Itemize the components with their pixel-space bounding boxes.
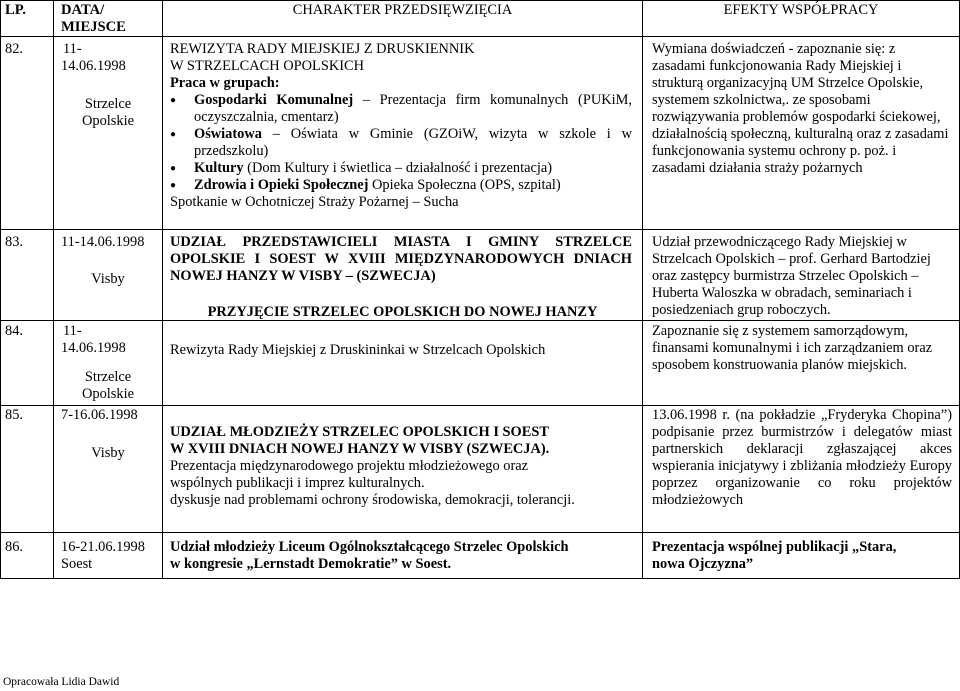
col-left-border	[0, 0, 1, 579]
row-86-effects-line2: nowa Ojczyzna”	[652, 556, 754, 572]
table-top-border	[0, 0, 960, 1]
row-86-date	[61, 539, 145, 573]
row-86-date-line1: 16-21.06.1998	[61, 539, 145, 555]
row-82-groups-label: Praca w grupach:	[170, 75, 280, 91]
header-date-line2: MIEJSCE	[61, 19, 126, 35]
row-84-date-line2: 14.06.1998	[61, 340, 126, 356]
row-83-lp: 83.	[5, 234, 23, 250]
row-83-subtitle: PRZYJĘCIE STRZELEC OPOLSKICH DO NOWEJ HANZY	[207, 304, 598, 320]
list-item	[170, 126, 632, 160]
group-desc: – Oświata w Gminie (GZOiW, wizyta w szkole i w przedszkolu)	[194, 126, 632, 159]
row-85-lp: 85.	[5, 407, 23, 423]
row-84-date-line1: 11-	[63, 323, 82, 339]
group-desc: Opieka Społeczna (OPS, szpital)	[368, 177, 561, 193]
row-84-bottom-border	[0, 405, 960, 406]
row-83-place: Visby	[91, 271, 125, 287]
row-82-date-line2: 14.06.1998	[61, 58, 126, 74]
row-82-title-line2: W STRZELCACH OPOLSKICH	[170, 58, 365, 74]
header-date-place	[61, 2, 126, 36]
row-82-groups-list	[170, 92, 632, 194]
row-82-place-line1: Strzelce	[84, 96, 132, 112]
header-lp: LP.	[5, 2, 26, 18]
row-82-place	[54, 96, 162, 130]
row-85-title-line1: UDZIAŁ MŁODZIEŻY STRZELEC OPOLSKICH I SOEST	[170, 424, 549, 440]
row-85-place: Visby	[91, 445, 125, 461]
group-name: Kultury	[194, 160, 244, 176]
header-date-line1: DATA/	[61, 2, 105, 18]
header-effects: EFEKTY WSPÓŁPRACY	[723, 2, 879, 18]
row-83-title: UDZIAŁ PRZEDSTAWICIELI MIASTA I GMINY STRZELCE OPOLSKIE I SOEST W XVIII MIĘDZYNARODOWYCH DNIACH NOWEJ HANZY W VISBY – (SZWECJA)	[170, 234, 632, 284]
row-82-lp: 82.	[5, 41, 23, 57]
row-84-title: Rewizyta Rady Miejskiej z Druskininkai w Strzelcach Opolskich	[170, 342, 546, 358]
row-86-title-line1: Udział młodzieży Liceum Ogólnokształcącego Strzelec Opolskich	[170, 539, 569, 555]
row-82-place-line2: Opolskie	[82, 113, 134, 129]
row-82-date	[61, 41, 126, 75]
row-84-effects: Zapoznanie się z systemem samorządowym, finansami komunalnymi i ich zarządzaniem oraz sposobem konstruowania planów miejskich.	[652, 323, 933, 373]
col-lp-date-divider	[53, 0, 54, 579]
header-bottom-border	[0, 36, 960, 37]
row-86-effects-line1: Prezentacja wspólnej publikacji „Stara,	[652, 539, 897, 555]
group-name: Oświatowa	[194, 126, 262, 142]
col-date-char-divider	[162, 0, 163, 579]
row-86-title	[170, 539, 632, 573]
row-86-title-line2: w kongresie „Lernstadt Demokratie” w Soest.	[170, 556, 452, 572]
row-85-effects: 13.06.1998 r. (na pokładzie „Fryderyka Chopina”) podpisanie przez burmistrzów i delegatów miast partnerskich deklaracji zgłaszającej akces wspierania inicjatywy i zbliżania młodzieży Europy poprzez organizowanie co roku projektów młodzieżowych	[652, 407, 952, 508]
row-82-date-line1: 11-	[63, 41, 82, 57]
row-84-date	[61, 323, 126, 357]
row-83-effects: Udział przewodniczącego Rady Miejskiej w Strzelcach Opolskich – prof. Gerhard Bartodziej oraz zastępcy burmistrza Strzelec Opolskich – Huberta Waloszka w obradach, seminariach i posiedzeniach grup roboczych.	[652, 234, 931, 318]
group-name: Gospodarki Komunalnej	[194, 92, 354, 108]
row-84-place-line1: Strzelce	[84, 369, 132, 385]
row-86-effects	[652, 539, 952, 573]
row-86-place: Soest	[61, 556, 93, 572]
list-item	[170, 160, 632, 177]
footer-author: Opracowała Lidia Dawid	[3, 676, 120, 688]
row-84-place-line2: Opolskie	[82, 386, 134, 402]
group-desc: (Dom Kultury i świetlica – działalność i prezentacja)	[243, 160, 553, 176]
table-bottom-border	[0, 578, 960, 579]
row-85-desc2: dyskusje nad problemami ochrony środowiska, demokracji, tolerancji.	[170, 492, 575, 508]
group-name: Zdrowia i Opieki Społecznej	[194, 177, 369, 193]
row-84-lp: 84.	[5, 323, 23, 339]
col-char-effects-divider	[642, 0, 643, 579]
row-82-characteristic	[170, 41, 632, 211]
row-84-place	[54, 369, 162, 403]
group-desc: – Prezentacja firm komunalnych (PUKiM, oczyszczalnia, cmentarz)	[194, 92, 632, 125]
row-85-date: 7-16.06.1998	[61, 407, 138, 423]
row-82-title-line1: REWIZYTA RADY MIEJSKIEJ Z DRUSKIENNIK	[170, 41, 475, 57]
row-85-characteristic	[170, 424, 632, 509]
row-83-date: 11-14.06.1998	[61, 234, 145, 250]
row-82-effects: Wymiana doświadczeń - zapoznanie się: z zasadami funkcjonowania Rady Miejskiej i strukturą organizacyjną UM Strzelce Opolskie, systemem szkolnictwa,. ze sposobami rozwiązywania problemów gospodarki ściekowej, działalnością społeczną, kulturalną oraz z zasadami funkcjonowania systemu ochrony p. poż. i zasadami działania straży pożarnych	[652, 41, 949, 176]
row-85-desc: Prezentacja międzynarodowego projektu młodzieżowego oraz wspólnych publikacji i imprez kulturalnych.	[170, 458, 529, 491]
list-item	[170, 177, 632, 194]
row-86-lp: 86.	[5, 539, 23, 555]
row-85-bottom-border	[0, 532, 960, 533]
header-characteristic: CHARAKTER PRZEDSIĘWZIĘCIA	[292, 2, 513, 18]
row-82-meeting: Spotkanie w Ochotniczej Straży Pożarnej – Sucha	[170, 194, 459, 210]
row-85-title-line2: W XVIII DNIACH NOWEJ HANZY W VISBY (SZWECJA).	[170, 441, 550, 457]
row-82-bottom-border	[0, 229, 960, 230]
list-item	[170, 92, 632, 126]
